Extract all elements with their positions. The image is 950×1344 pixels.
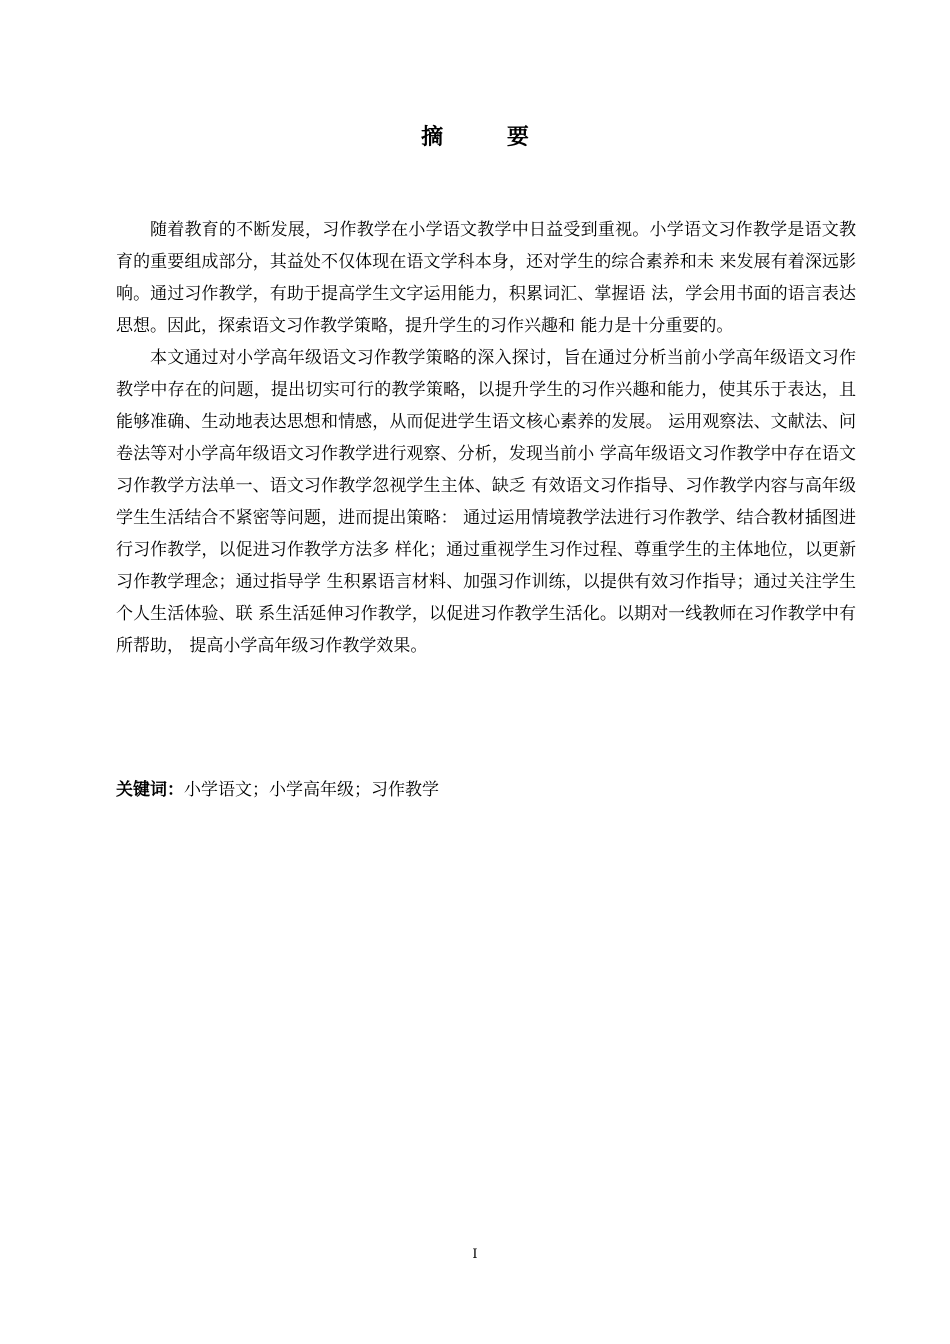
- abstract-title: 摘 要: [421, 125, 557, 150]
- page-number: I: [472, 1247, 478, 1262]
- abstract-paragraph-1: 随着教育的不断发展，习作教学在小学语文教学中日益受到重视。小学语文习作教学是语文教育的重要组成部分，其益处不仅体现在语文学科本身，还对学生的综合素养和未 来发展有着深远影响。通过习作教学，有助于提高学生文字运用能力，积累词汇、掌握语 法，学会用书面的语言表达思想。因此，探索语文习作教学策略，提升学生的习作兴趣和 能力是十分重要的。: [116, 220, 856, 336]
- keywords-value: 小学语文；小学高年级；习作教学: [184, 780, 439, 800]
- keywords-line: [116, 774, 856, 806]
- abstract-body: [116, 214, 856, 662]
- abstract-paragraph-2: 本文通过对小学高年级语文习作教学策略的深入探讨，旨在通过分析当前小学高年级语文习作教学中存在的问题，提出切实可行的教学策略，以提升学生的习作兴趣和能力，使其乐于表达，且能够准确、生动地表达思想和情感，从而促进学生语文核心素养的发展。 运用观察法、文献法、问卷法等对小学高年级语文习作教学进行观察、分析，发现当前小 学高年级语文习作教学中存在语文习作教学方法单一、语文习作教学忽视学生主体、缺乏 有效语文习作指导、习作教学内容与高年级学生生活结合不紧密等问题，进而提出策略： 通过运用情境教学法进行习作教学、结合教材插图进行习作教学，以促进习作教学方法多 样化；通过重视学生习作过程、尊重学生的主体地位，以更新习作教学理念；通过指导学 生积累语言材料、加强习作训练，以提供有效习作指导；通过关注学生个人生活体验、联 系生活延伸习作教学，以促进习作教学生活化。以期对一线教师在习作教学中有所帮助， 提高小学高年级习作教学效果。: [116, 348, 856, 656]
- keywords-label: 关键词：: [116, 780, 184, 800]
